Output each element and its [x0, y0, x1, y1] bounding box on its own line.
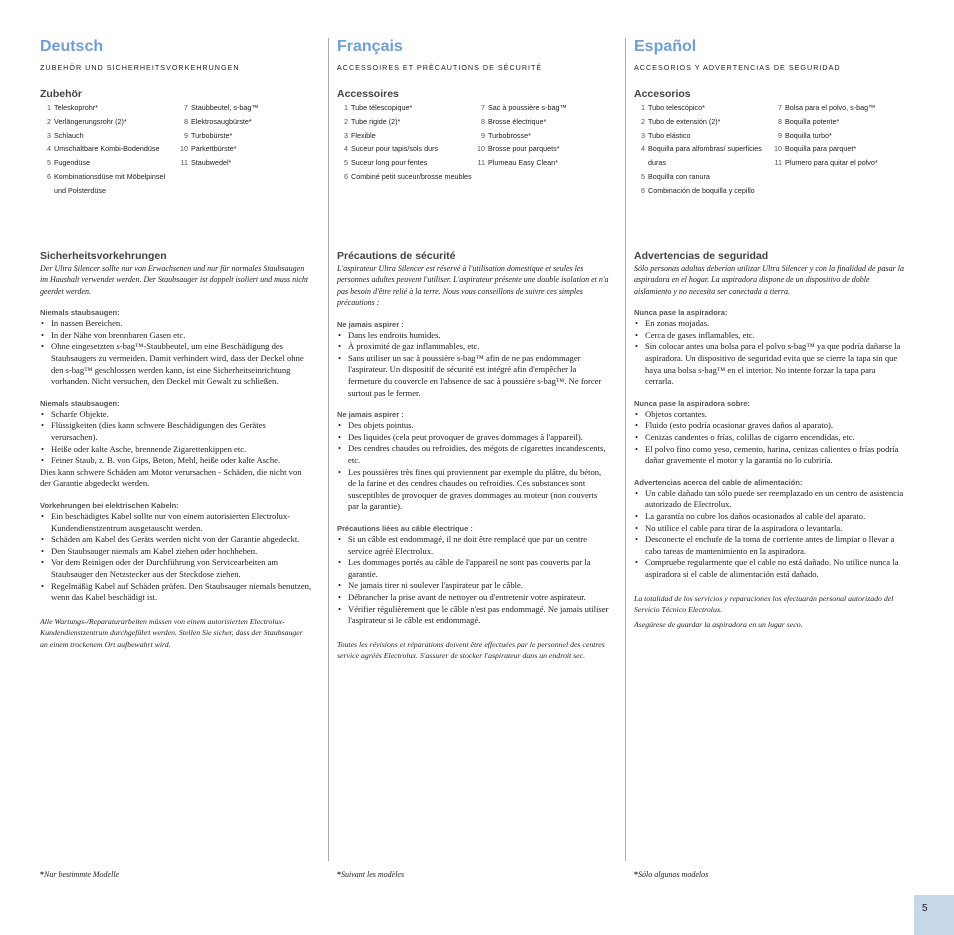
accessory-item [337, 170, 473, 184]
list-item: • Den Staubsauger niemals am Kabel ziehen oder hochheben. [40, 546, 312, 558]
accessories-list [40, 101, 312, 198]
bullet-list [40, 318, 312, 388]
list-item: • Vérifier régulièrement que le câble n'est pas endommagé. Ne jamais utiliser l'aspirateur si le câble est endommagé. [337, 604, 609, 627]
accessory-item [337, 129, 473, 143]
accessory-label: Tubo de extensión (2)* [648, 116, 721, 126]
accessory-item [634, 142, 770, 170]
list-item: • Objetos cortantes. [634, 409, 906, 421]
footnote: *Sólo algunos modelos [634, 870, 709, 879]
list-item: • Les poussières très fines qui proviennent par exemple du plâtre, du béton, de la farine et des cendres chaudes ou refroidies. Ces substances sont susceptibles de provoquer de graves dommages au moteur (non couverts par la garantie). [337, 467, 609, 513]
accessory-item [473, 101, 609, 115]
accessory-item [473, 115, 609, 129]
list-item: • Vor dem Reinigen oder der Durchführung von Servicearbeiten am Staubsauger den Netzstecker aus der Steckdose ziehen. [40, 557, 312, 580]
accessory-number: 5 [344, 158, 348, 168]
list-item: • Fluido (esto podría ocasionar graves daños al aparato). [634, 420, 906, 432]
accessory-item [176, 156, 312, 170]
accessory-item [40, 156, 176, 170]
list-item: • Desconecte el enchufe de la toma de corriente antes de limpiar o llevar a cabo tareas de mantenimiento en la aspiradora. [634, 534, 906, 557]
accessory-item [473, 129, 609, 143]
accessory-label: Elektrosaugbürste* [191, 116, 252, 126]
safety-intro: Sólo personas adultas deberían utilizar Ultra Silencer y con la finalidad de pasar la aspiradora en el hogar. La aspiradora dispone de un dispositivo de doble aislamiento y no necesita ser conectada a tierra. [634, 264, 904, 296]
accessory-item [337, 156, 473, 170]
accessory-label: Boquilla turbo* [785, 130, 832, 140]
accessory-item [40, 115, 176, 129]
accessory-number: 11 [477, 158, 485, 168]
accessory-label: Combiné petit suceur/brosse meubles [351, 171, 472, 181]
accessory-item [337, 101, 473, 115]
accessories-heading: Accessoires [337, 88, 399, 100]
safety-heading: Sicherheitsvorkehrungen [40, 250, 167, 262]
accessory-label: Fugendüse [54, 158, 90, 168]
accessory-number: 8 [481, 116, 485, 126]
accessory-number: 4 [641, 144, 645, 154]
accessory-number: 3 [344, 130, 348, 140]
storage-note: Asegúrese de guardar la aspiradora en un lugar seco. [634, 620, 803, 630]
accessory-item [634, 129, 770, 143]
accessory-number: 11 [180, 158, 188, 168]
service-note: Alle Wartungs-/Reparaturarbeiten müssen von einem autorisierten Electrolux-Kundendienstzentrum durchgeführt werden. Stellen Sie sicher, dass der Staubsauger an einem trockenem Ort aufbewahrt wird. [40, 616, 303, 649]
accessory-label: Bolsa para el polvo, s-bag™ [785, 103, 876, 112]
accessories-heading: Zubehör [40, 88, 82, 100]
accessory-label: Schlauch [54, 130, 84, 140]
language-column [337, 38, 609, 868]
accessory-label: Parkettbürste* [191, 144, 237, 154]
footnote-text: Suivant les modèles [341, 870, 405, 879]
accessories-list [337, 101, 609, 184]
language-title: Français [337, 38, 403, 55]
section-subtitle: ACCESORIOS Y ADVERTENCIAS DE SEGURIDAD [634, 63, 841, 72]
bullet-list [40, 409, 312, 467]
list-item: • Schäden am Kabel des Geräts werden nicht von der Garantie abgedeckt. [40, 534, 312, 546]
list-item: • Ein beschädigtes Kabel sollte nur von einem autorisierten Electrolux-Kundendienstzentrum ausgetauscht werden. [40, 511, 312, 534]
accessory-label: Suceur pour tapis/sols durs [351, 144, 439, 154]
accessory-item [176, 142, 312, 156]
accessory-label: Umschaltbare Kombi-Bodendüse [54, 144, 160, 154]
accessory-item [770, 101, 906, 115]
accessory-item [770, 115, 906, 129]
section-subtitle: ACCESSOIRES ET PRÉCAUTIONS DE SÉCURITÉ [337, 63, 543, 72]
footnote: *Nur bestimmte Modelle [40, 870, 120, 879]
list-item: • Regelmäßig Kabel auf Schäden prüfen. Den Staubsauger niemals benutzen, wenn das Kabel beschädigt ist. [40, 581, 312, 604]
accessory-number: 5 [641, 171, 645, 181]
accessory-label: Tubo elástico [648, 130, 691, 140]
accessory-label: Brosse électrique* [488, 116, 547, 126]
accessory-item [473, 156, 609, 170]
subheading: Précautions liées au câble électrique : [337, 523, 473, 533]
list-item: • À proximité de gaz inflammables, etc. [337, 341, 609, 353]
language-column [634, 38, 906, 868]
accessory-label: Staubbeutel, s-bag™ [191, 103, 259, 112]
accessory-label: Plumeau Easy Clean* [488, 158, 558, 168]
accessories-list [634, 101, 906, 198]
subheading: Nunca pase la aspiradora sobre: [634, 398, 750, 408]
bullet-list [40, 511, 312, 604]
accessory-item [40, 101, 176, 115]
list-item: • Compruebe regularmente que el cable no está dañado. No utilice nunca la aspiradora si el cable de alimentación está dañado. [634, 557, 906, 580]
column-divider-1 [328, 38, 329, 861]
accessory-number: 2 [47, 116, 51, 126]
accessory-label: Staubwedel* [191, 158, 232, 168]
accessory-number: 7 [778, 103, 782, 112]
language-title: Español [634, 38, 697, 55]
accessory-number: 10 [477, 144, 485, 154]
accessory-label: Tubo telescópico* [648, 103, 705, 112]
bullet-list [634, 488, 906, 581]
accessory-number: 5 [47, 158, 51, 168]
list-item: • Sans utiliser un sac à poussière s-bag™ afin de ne pas endommager l'aspirateur. Un dispositif de sécurité est intégré afin d'empêcher la fermeture du couvercle en l'absence de sac à poussière s-bag™. Ne forcer surtout pas le fermer. [337, 353, 609, 399]
list-item: • Si un câble est endommagé, il ne doit être remplacé que par un centre service agréé Electrolux. [337, 534, 609, 557]
language-column [40, 38, 312, 868]
subheading: Nunca pase la aspiradora: [634, 308, 728, 318]
bullet-list [337, 420, 609, 513]
language-title: Deutsch [40, 38, 104, 55]
accessory-number: 7 [481, 103, 485, 112]
accessory-item [473, 142, 609, 156]
list-item: • Des cendres chaudes ou refroidies, des mégots de cigarettes incandescents, etc. [337, 443, 609, 466]
bullet-list [634, 409, 906, 467]
accessory-label: Teleskoprohr* [54, 103, 98, 112]
list-item: • In nassen Bereichen. [40, 318, 312, 330]
accessory-label: Tube rigide (2)* [351, 116, 401, 126]
page-number: 5 [922, 903, 928, 914]
safety-heading: Advertencias de seguridad [634, 250, 769, 262]
accessory-label: Plumero para quitar el polvo* [785, 158, 878, 168]
accessory-item [634, 101, 770, 115]
bullet-list [337, 534, 609, 627]
accessory-item [40, 142, 176, 156]
accessory-number: 8 [184, 116, 188, 126]
list-item: • Un cable dañado tan sólo puede ser reemplazado en un centro de asistencia autorizado de Electrolux. [634, 488, 906, 511]
footnote: *Suivant les modèles [337, 870, 405, 879]
accessory-label: Boquilla para parquet* [785, 144, 857, 154]
list-item: • La garantía no cubre los daños ocasionados al cable del aparato. [634, 511, 906, 523]
subheading: Niemals staubsaugen: [40, 308, 120, 318]
safety-section [634, 234, 906, 631]
service-note: Toutes les révisions et réparations doivent être effectuées par le personnel des centres service agréés Electrolux. S'assurer de stocker l'aspirateur dans un endroit sec. [337, 639, 605, 661]
list-item: • El polvo fino como yeso, cemento, harina, cenizas calientes o frías podría dañar gravemente el motor y la garantía no lo cubriría. [634, 444, 906, 467]
accessory-label: Flexible [351, 130, 376, 140]
accessory-label: Boquilla con ranura [648, 171, 710, 181]
service-note: La totalidad de los servicios y reparaciones los efectuarán personal autorizado del Servicio Técnico Electrolux. [634, 593, 894, 614]
list-item: • Flüssigkeiten (dies kann schwere Beschädigungen des Gerätes verursachen). [40, 420, 312, 443]
accessories-heading: Accesorios [634, 88, 691, 100]
accessory-number: 10 [180, 144, 188, 154]
safety-heading: Précautions de sécurité [337, 250, 456, 262]
accessory-item [770, 142, 906, 156]
accessory-number: 9 [778, 130, 782, 140]
accessory-item [40, 170, 176, 198]
list-item: • Débrancher la prise avant de nettoyer ou d'entretenir votre aspirateur. [337, 592, 609, 604]
footnote-text: Sólo algunos modelos [638, 870, 709, 879]
accessory-number: 1 [344, 103, 348, 112]
accessory-number: 7 [184, 103, 188, 112]
list-item: • Scharfe Objekte. [40, 409, 312, 421]
list-item: • In der Nähe von brennbaren Gasen etc. [40, 330, 312, 342]
subheading: Niemals staubsaugen: [40, 398, 120, 408]
bullet-list [634, 318, 906, 388]
accessory-item [634, 115, 770, 129]
column-divider-2 [625, 38, 626, 861]
accessory-number: 6 [344, 171, 348, 181]
list-item: • Ne jamais tirer ni soulever l'aspirateur par le câble. [337, 580, 609, 592]
accessory-label: Kombinationsdüse mit Möbelpinsel und Polsterdüse [54, 171, 166, 195]
accessory-number: 6 [641, 185, 645, 195]
safety-section [40, 234, 312, 650]
accessory-label: Boquilla para alfombras/ superficies duras [648, 144, 762, 168]
bullet-list [337, 330, 609, 400]
accessory-item [337, 142, 473, 156]
list-item: • Ohne eingesetzten s-bag™-Staubbeutel, um eine Beschädigung des Staubsaugers zu vermeiden. Damit verhindert wird, dass der Deckel ohne den s-bag™ geschlossen werden kann, ist eine Sicherheitseinrichtung vorhanden. Nicht versuchen, den Deckel mit Gewalt zu schließen. [40, 341, 312, 387]
list-item: • En zonas mojadas. [634, 318, 906, 330]
accessory-label: Turbobürste* [191, 130, 233, 140]
accessory-item [634, 184, 770, 198]
list-item: • Cerca de gases inflamables, etc. [634, 330, 906, 342]
accessory-item [770, 156, 906, 170]
safety-intro: L'aspirateur Ultra Silencer est réservé à l'utilisation domestique et seules les personnes adultes peuvent l'utiliser. L'aspirateur présente une double isolation et n'a pas besoin d'être relié à la terre. Nous vous conseillons de suivre ces simples précautions : [337, 264, 609, 308]
footnote-text: Nur bestimmte Modelle [44, 870, 120, 879]
accessory-number: 9 [481, 130, 485, 140]
subheading: Vorkehrungen bei elektrischen Kabeln: [40, 500, 179, 510]
safety-section [337, 234, 609, 662]
list-item: • Feiner Staub, z. B. von Gips, Beton, Mehl, heiße oder kalte Asche. [40, 455, 312, 467]
section-subtitle: ZUBEHÖR UND SICHERHEITSVORKEHRUNGEN [40, 63, 240, 72]
accessory-label: Combinación de boquilla y cepillo [648, 185, 755, 195]
page-number-box [914, 895, 954, 935]
subheading: Advertencias acerca del cable de alimentación: [634, 477, 803, 487]
accessory-label: Brosse pour parquets* [488, 144, 560, 154]
accessory-item [770, 129, 906, 143]
accessory-number: 4 [47, 144, 51, 154]
accessory-number: 8 [778, 116, 782, 126]
list-item: • Des liquides (cela peut provoquer de graves dommages à l'appareil). [337, 432, 609, 444]
accessory-item [40, 129, 176, 143]
accessory-item [634, 170, 770, 184]
list-item: • Des objets pointus. [337, 420, 609, 432]
subheading: Ne jamais aspirer : [337, 410, 404, 420]
accessory-label: Boquilla potente* [785, 116, 840, 126]
accessory-number: 1 [641, 103, 645, 112]
accessory-number: 3 [47, 130, 51, 140]
accessory-item [176, 115, 312, 129]
accessory-label: Turbobrosse* [488, 130, 531, 140]
accessory-item [337, 115, 473, 129]
safety-intro: Der Ultra Silencer sollte nur von Erwachsenen und nur für normales Staubsaugen im Haushalt verwendet werden. Der Staubsauger ist doppelt isoliert und muss nicht geerdet werden. [40, 264, 309, 296]
accessory-number: 2 [344, 116, 348, 126]
list-item: • Dans les endroits humides. [337, 330, 609, 342]
accessory-number: 10 [774, 144, 782, 154]
list-item: • Cenizas candentes o frías, colillas de cigarro encendidas, etc. [634, 432, 906, 444]
accessory-number: 9 [184, 130, 188, 140]
accessory-number: 1 [47, 103, 51, 112]
list-item: • Sin colocar antes una bolsa para el polvo s-bag™ ya que podría dañarse la aspiradora. Un dispositivo de seguridad evita que se cierre la tapa sin que haya una bolsa s-bag™ en el interior. No intente forzar la tapa para cerrarla. [634, 341, 906, 387]
accessory-label: Suceur long pour fentes [351, 158, 428, 168]
accessory-number: 3 [641, 130, 645, 140]
accessory-item [176, 101, 312, 115]
accessory-number: 6 [47, 171, 51, 181]
subheading: Ne jamais aspirer : [337, 319, 404, 329]
accessory-number: 4 [344, 144, 348, 154]
accessory-number: 11 [774, 158, 782, 168]
list-item: • No utilice el cable para tirar de la aspiradora o levantarla. [634, 523, 906, 535]
accessory-label: Tube télescopique* [351, 103, 413, 112]
warning-text: Dies kann schwere Schäden am Motor verursachen - Schäden, die nicht von der Garantie abgedeckt werden. [40, 466, 302, 489]
accessory-label: Sac à poussière s-bag™ [488, 103, 567, 112]
accessory-item [176, 129, 312, 143]
accessory-label: Verlängerungsrohr (2)* [54, 116, 127, 126]
accessory-number: 2 [641, 116, 645, 126]
list-item: • Heiße oder kalte Asche, brennende Zigarettenkippen etc. [40, 444, 312, 456]
list-item: • Les dommages portés au câble de l'appareil ne sont pas couverts par la garantie. [337, 557, 609, 580]
